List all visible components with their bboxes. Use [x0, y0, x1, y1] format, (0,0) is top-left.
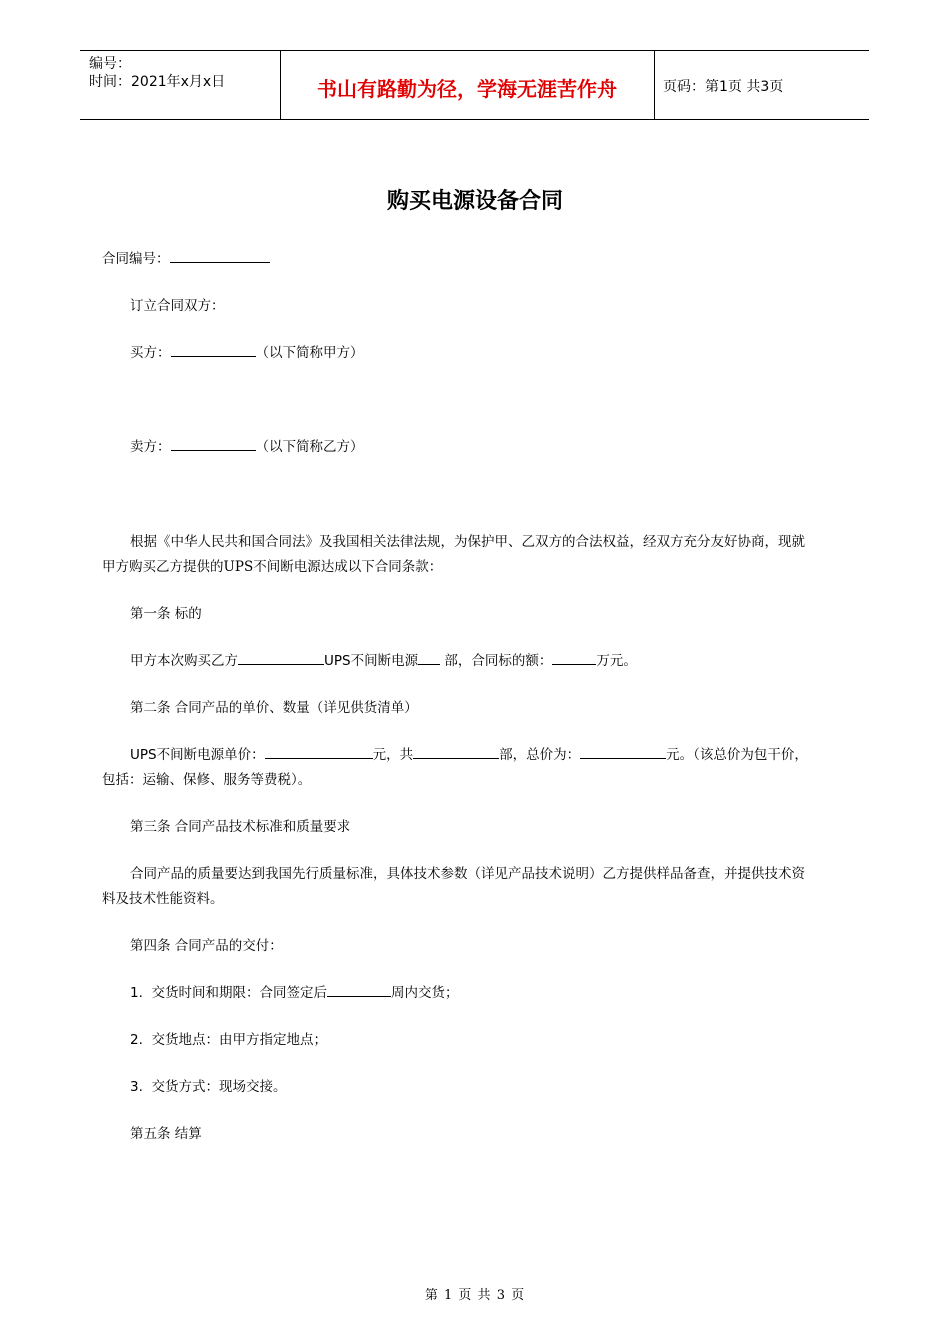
document-title: 购买电源设备合同 — [386, 189, 563, 214]
delivery-item-1-part-b: 周内交货； — [390, 985, 459, 1001]
parties-intro: 订立合同双方： — [130, 298, 225, 314]
unit-count-blank[interactable] — [418, 650, 440, 665]
header-left-cell — [80, 51, 281, 119]
document-header — [80, 50, 869, 120]
article-2-part-c: 部，总价为： — [499, 747, 581, 763]
article-1-part-d: 万元。 — [596, 653, 637, 669]
seller-suffix: （以下简称乙方） — [255, 439, 364, 455]
quantity-blank[interactable] — [413, 744, 499, 759]
article-2-part-b: 元，共 — [372, 747, 414, 763]
buyer-line — [130, 341, 364, 365]
article-2-part-d: 元。（该总价为包干价， — [666, 747, 808, 763]
article-2-title: 第二条 合同产品的单价、数量（详见供货清单） — [130, 700, 418, 716]
header-page-info: 页码：第1页 共3页 — [663, 79, 784, 95]
seller-blank[interactable] — [171, 436, 256, 451]
article-5-title: 第五条 结算 — [130, 1126, 202, 1142]
delivery-item-3-number: 3. — [130, 1079, 143, 1095]
header-motto-cell — [280, 51, 655, 119]
preamble-line-1: 根据《中华人民共和国合同法》及我国相关法律法规，为保护甲、乙双方的合法权益，经双方充分友好协商，现就 — [130, 534, 805, 550]
time-label: 时间：2021年x月x日 — [89, 74, 226, 90]
article-2-line-2: 包括：运输、保修、服务等费税）。 — [102, 772, 312, 788]
delivery-item-1-part-a: 交货时间和期限：合同签定后 — [151, 985, 327, 1001]
seller-line — [130, 435, 364, 459]
contract-amount-blank[interactable] — [552, 650, 596, 665]
delivery-item-2 — [130, 1028, 327, 1052]
number-label: 编号： — [89, 56, 131, 72]
buyer-blank[interactable] — [171, 342, 256, 357]
supplier-model-blank[interactable] — [238, 650, 324, 665]
total-price-blank[interactable] — [580, 744, 666, 759]
buyer-label: 买方： — [130, 345, 171, 361]
article-2-part-a: UPS不间断电源单价： — [130, 747, 265, 763]
article-1-text — [130, 649, 637, 673]
header-page-cell — [655, 51, 869, 119]
article-1-part-a: 甲方本次购买乙方 — [130, 653, 238, 669]
article-4-title: 第四条 合同产品的交付： — [130, 938, 283, 954]
delivery-item-1-number: 1. — [130, 985, 143, 1001]
article-3-line-2: 料及技术性能资料。 — [102, 891, 224, 907]
header-motto: 书山有路勤为径，学海无涯苦作舟 — [317, 77, 617, 101]
article-3-title: 第三条 合同产品技术标准和质量要求 — [130, 819, 351, 835]
article-2-text — [130, 743, 808, 767]
seller-label: 卖方： — [130, 439, 171, 455]
article-1-title: 第一条 标的 — [130, 606, 202, 622]
page-footer: 第 1 页 共 3 页 — [424, 1288, 526, 1303]
delivery-item-2-number: 2. — [130, 1032, 143, 1048]
delivery-item-3 — [130, 1075, 286, 1099]
article-1-part-c: 部，合同标的额： — [440, 653, 553, 669]
preamble-line-2: 甲方购买乙方提供的UPS不间断电源达成以下合同条款： — [102, 559, 443, 575]
contract-number-label: 合同编号： — [102, 251, 170, 267]
contract-number-blank[interactable] — [170, 248, 270, 263]
article-3-line-1: 合同产品的质量要达到我国先行质量标准，具体技术参数（详见产品技术说明）乙方提供样品备查，并提供技术资 — [130, 866, 805, 882]
delivery-weeks-blank[interactable] — [327, 982, 391, 997]
article-1-part-b: UPS不间断电源 — [324, 653, 419, 669]
buyer-suffix: （以下简称甲方） — [255, 345, 364, 361]
contract-number-line — [102, 247, 270, 271]
delivery-item-3-text: 交货方式：现场交接。 — [151, 1079, 287, 1095]
unit-price-blank[interactable] — [265, 744, 373, 759]
delivery-item-1 — [130, 981, 458, 1005]
delivery-item-2-text: 交货地点：由甲方指定地点； — [151, 1032, 327, 1048]
